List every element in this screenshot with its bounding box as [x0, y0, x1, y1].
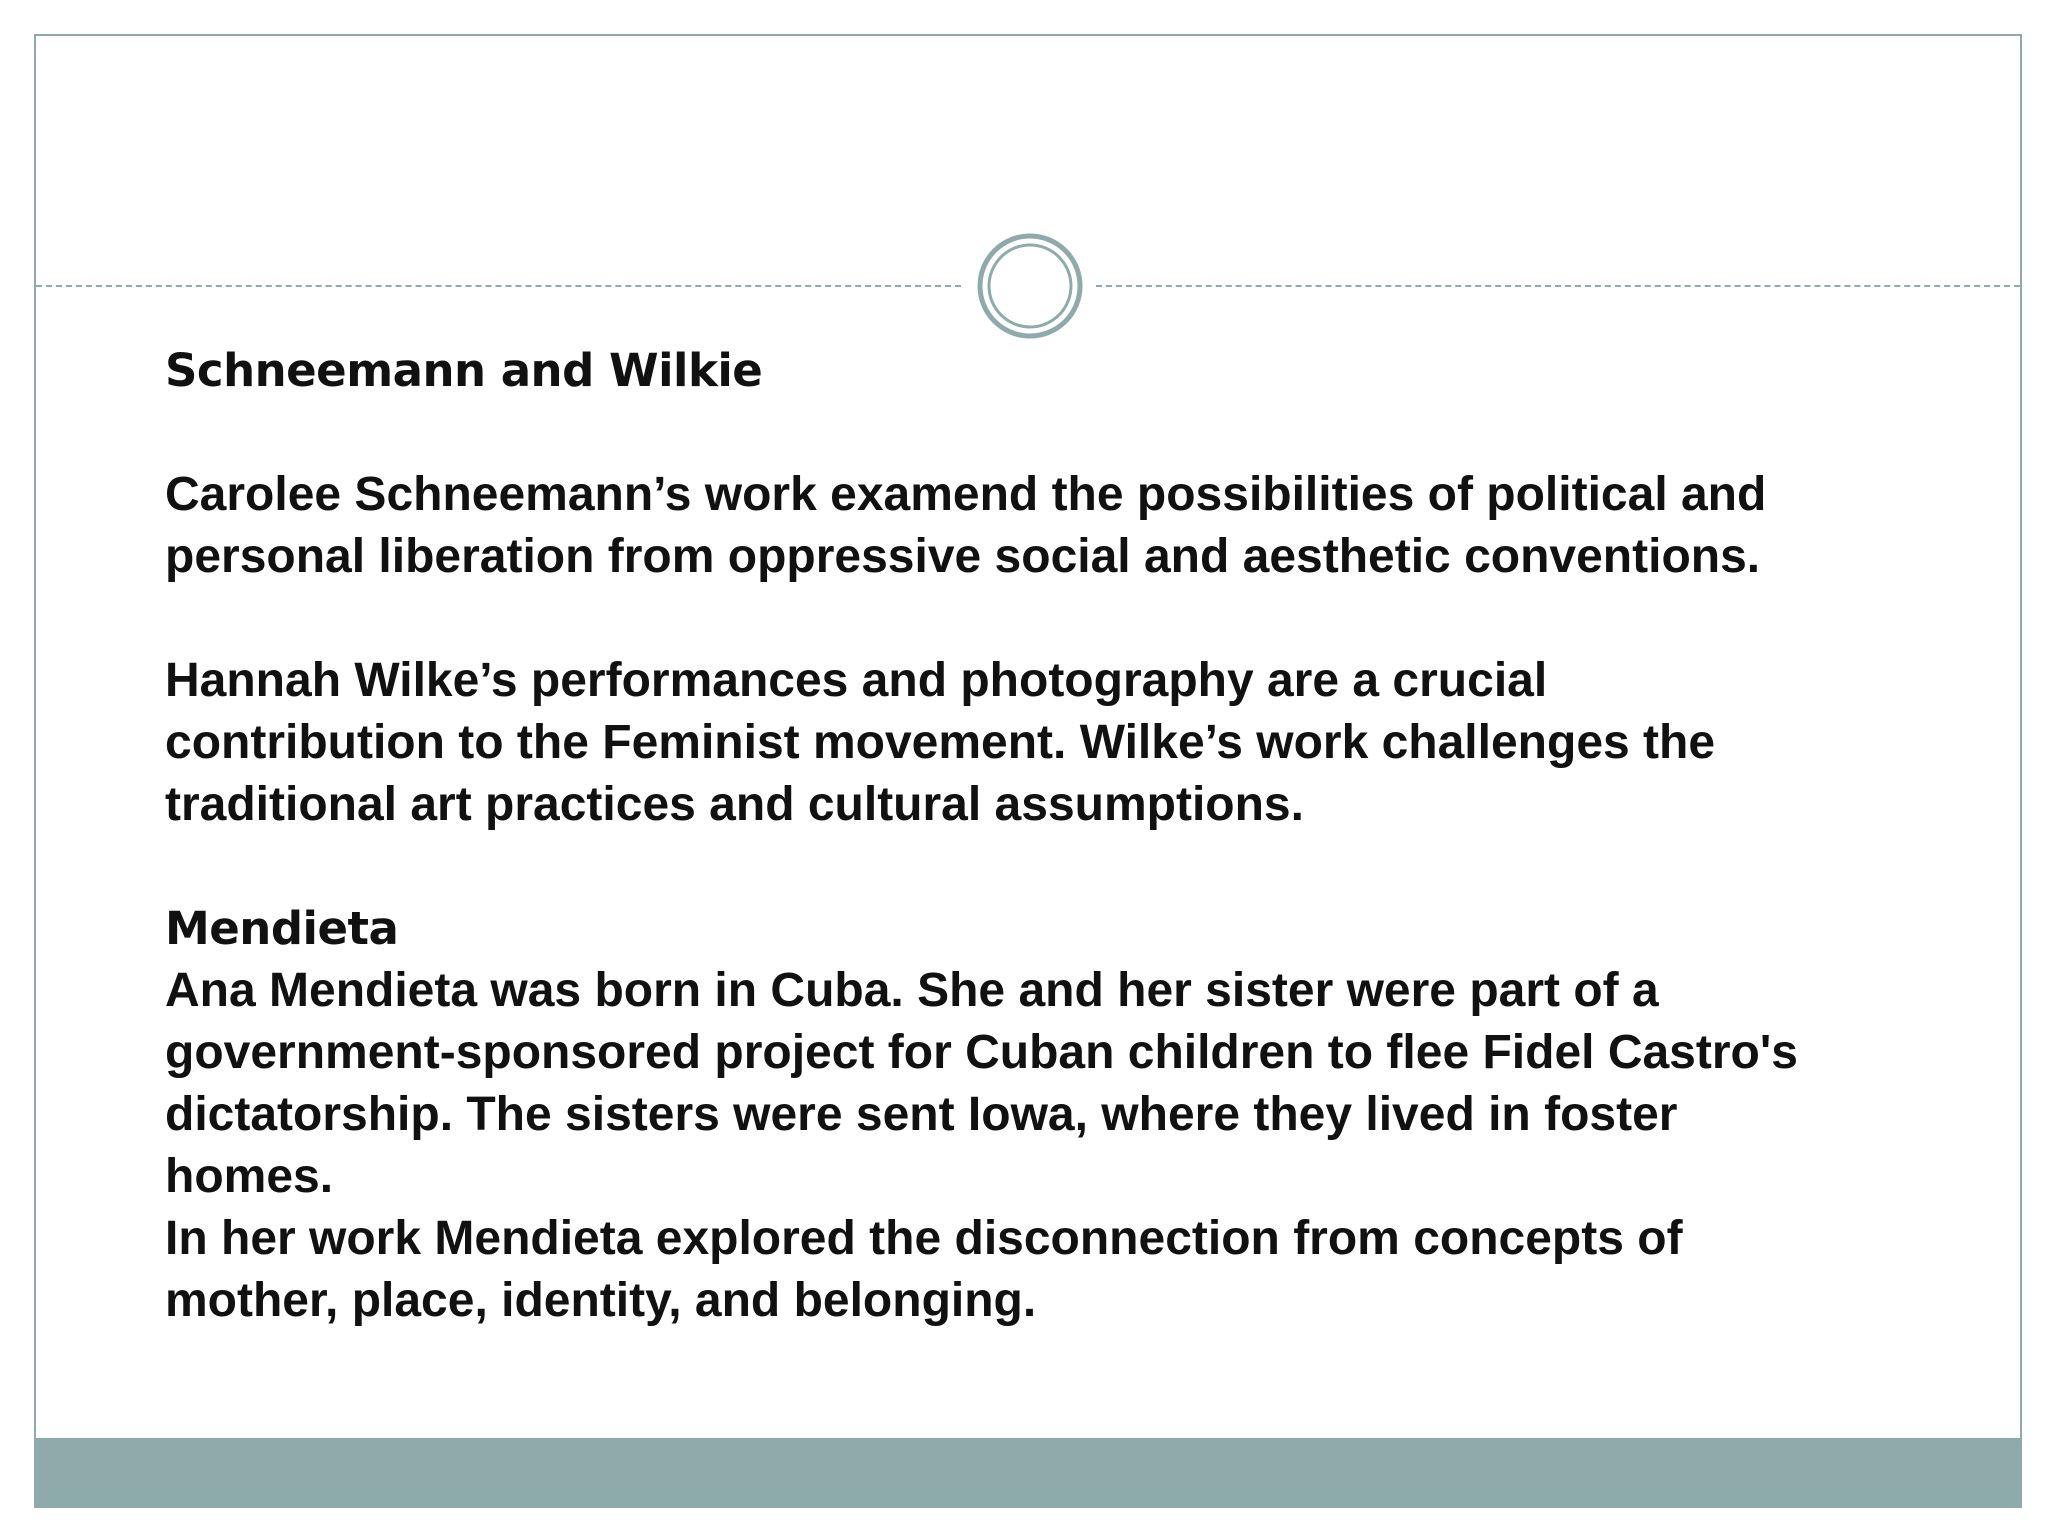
spacer [165, 588, 1965, 650]
section-heading: Mendieta [165, 902, 399, 955]
spacer [165, 402, 1965, 464]
double-circle-icon [976, 232, 1084, 340]
paragraph: Ana Mendieta was born in Cuba. She and her sister were part of a government-sponsored project for Cuban children to flee Fidel Castro's dictatorship. The sisters were sent Iowa, where they lived in foster homes. In her work Mendieta explored the disconnection from concepts of mother, place, identity, and belonging. [165, 964, 1798, 1327]
paragraph: Carolee Schneemann’s work examend the possibilities of political and personal liberation from oppressive social and aesthetic conventions. [165, 468, 1767, 583]
paragraph: Hannah Wilke’s performances and photography are a crucial contribution to the Feminist movement. Wilke’s work challenges the traditional art practices and cultural assumptions. [165, 654, 1716, 831]
footer-bar [36, 1438, 2020, 1506]
section-heading: Schneemann and Wilkie [165, 344, 763, 397]
divider-line-right [1096, 285, 2020, 287]
divider-line-left [36, 285, 961, 287]
slide-body [165, 340, 1965, 1332]
spacer [165, 836, 1965, 898]
